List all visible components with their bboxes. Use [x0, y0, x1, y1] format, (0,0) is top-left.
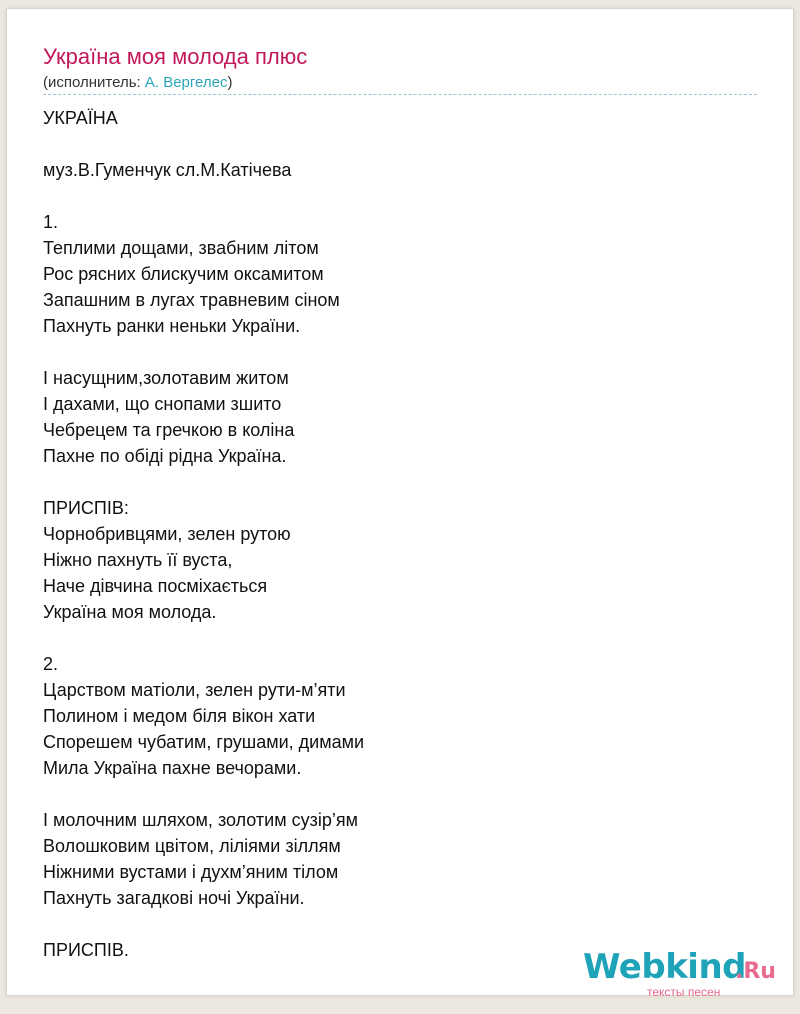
lyric-line: І насущним,золотавим житом [43, 368, 289, 388]
lyric-blank-line [43, 183, 364, 209]
lyric-blank-line [43, 339, 364, 365]
song-title: Україна моя молода плюс [43, 44, 308, 69]
title-divider [43, 94, 757, 95]
lyric-line: І молочним шляхом, золотим сузір’ям [43, 810, 358, 830]
lyrics-text [43, 105, 364, 963]
lyric-blank-line [43, 625, 364, 651]
lyric-line: 1. [43, 212, 59, 232]
artist-line [43, 74, 233, 91]
lyric-line: Чебрецем та гречкою в коліна [43, 420, 295, 440]
lyric-line: Наче дівчина посміхається [43, 576, 268, 596]
watermark-subtitle: тексты песен [647, 985, 721, 999]
lyric-line: Ніжними вустами і духм’яним тілом [43, 862, 339, 882]
lyric-line: Ніжно пахнуть її вуста, [43, 550, 233, 570]
artist-link[interactable]: А. Вергелес [144, 74, 228, 91]
lyric-blank-line [43, 131, 364, 157]
lyric-line: ПРИСПІВ. [43, 940, 129, 960]
lyric-line: Україна моя молода. [43, 602, 217, 622]
site-watermark [583, 947, 783, 997]
lyric-line: 2. [43, 654, 59, 674]
watermark-brand: Webkind [583, 947, 746, 987]
lyric-blank-line [43, 911, 364, 937]
lyric-line: І дахами, що снопами зшито [43, 394, 282, 414]
lyric-line: Волошковим цвітом, ліліями зіллям [43, 836, 341, 856]
lyric-blank-line [43, 781, 364, 807]
lyric-line: Пахнуть ранки неньки України. [43, 316, 301, 336]
lyric-line: Царством матіоли, зелен рути-м’яти [43, 680, 346, 700]
lyric-line: Чорнобривцями, зелен рутою [43, 524, 291, 544]
lyric-line: Мила Україна пахне вечорами. [43, 758, 302, 778]
artist-prefix: (исполнитель: [43, 74, 145, 91]
lyric-line: Пахне по обіді рідна Україна. [43, 446, 287, 466]
lyric-blank-line [43, 469, 364, 495]
lyric-line: Пахнуть загадкові ночі України. [43, 888, 305, 908]
lyric-line: Запашним в лугах травневим сіном [43, 290, 340, 310]
lyric-line: Полином і медом біля вікон хати [43, 706, 316, 726]
watermark-tld: .Ru [735, 959, 776, 984]
lyric-line: УКРАЇНА [43, 108, 118, 128]
artist-suffix: ) [227, 74, 233, 91]
lyrics-page [6, 8, 794, 999]
lyric-line: ПРИСПІВ: [43, 498, 129, 518]
lyric-line: Рос рясних блискучим оксамитом [43, 264, 324, 284]
lyric-line: Теплими дощами, звабним літом [43, 238, 319, 258]
lyric-line: муз.В.Гуменчук сл.М.Катічева [43, 160, 292, 180]
lyric-line: Спорешем чубатим, грушами, димами [43, 732, 365, 752]
